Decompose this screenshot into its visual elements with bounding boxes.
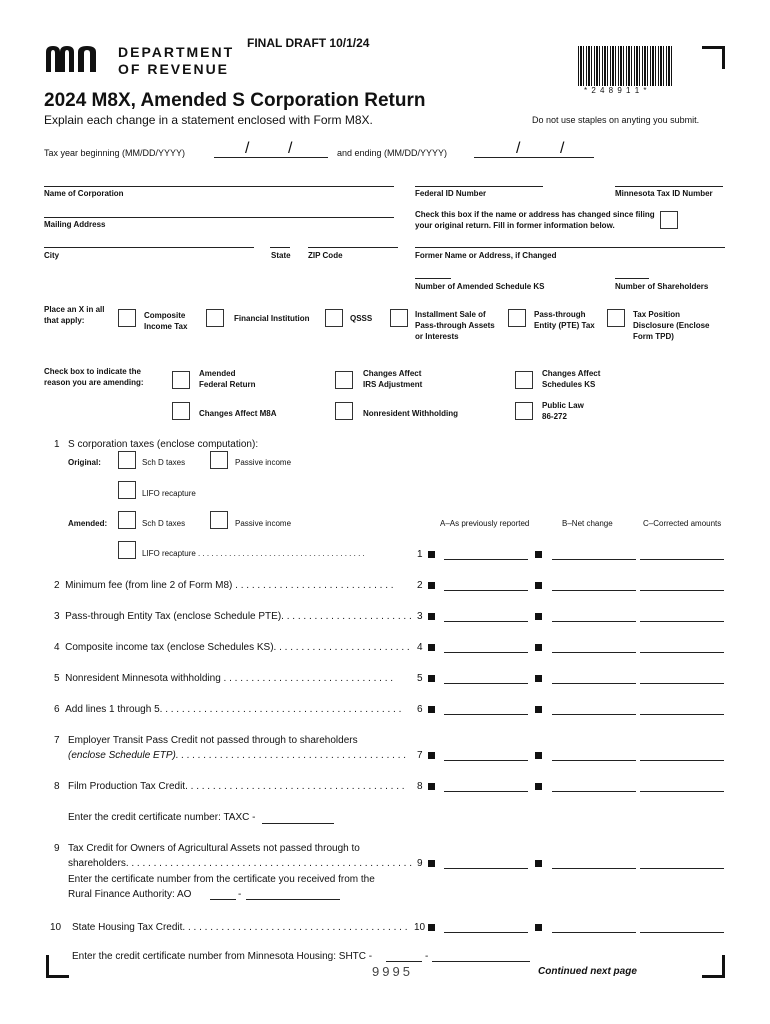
form-code: 9995 (372, 964, 413, 979)
line-6-number: 6 (54, 704, 60, 715)
former-label: Former Name or Address, if Changed (415, 251, 557, 260)
col-b-field[interactable] (552, 932, 636, 933)
pte-checkbox[interactable] (508, 309, 526, 327)
col-b-field[interactable] (552, 559, 636, 560)
col-a-field[interactable] (444, 760, 528, 761)
line-6-row (54, 704, 401, 715)
fein-field[interactable] (415, 186, 543, 187)
schedules-ks-checkbox[interactable] (515, 371, 533, 389)
state-label: State (271, 251, 291, 260)
tax-year-begin-label: Tax year beginning (MM/DD/YYYY) (44, 148, 186, 158)
address-change-checkbox[interactable] (660, 211, 678, 229)
fein-label: Federal ID Number (415, 189, 487, 198)
schedules-ks-label: Changes Affect Schedules KS (542, 369, 601, 389)
marker-square (535, 675, 542, 682)
financial-checkbox[interactable] (206, 309, 224, 327)
line-1-label: S corporation taxes (enclose computation): (68, 439, 259, 450)
line-number-right: 8 (417, 781, 423, 792)
amd-passive-checkbox[interactable] (210, 511, 228, 529)
col-b-field[interactable] (552, 652, 636, 653)
m8a-label: Changes Affect M8A (199, 409, 277, 418)
continued-label: Continued next page (538, 966, 637, 977)
slash-2: / (288, 140, 293, 157)
ao-field-2[interactable] (246, 899, 340, 900)
subtitle: Explain each change in a statement enclosed with Form M8X. (44, 113, 373, 127)
marker-square (428, 706, 435, 713)
marker-square (535, 752, 542, 759)
tax-year-end-field[interactable] (474, 157, 594, 158)
line-number-right: 10 (414, 922, 426, 933)
col-a-field[interactable] (444, 683, 528, 684)
tax-year-begin-field[interactable] (214, 157, 328, 158)
slash-1: / (245, 140, 250, 157)
draft-label: FINAL DRAFT 10/1/24 (247, 36, 370, 50)
line-2-row (54, 580, 394, 591)
orig-schd-label: Sch D taxes (142, 458, 186, 467)
line-number-right: 9 (417, 858, 423, 869)
marker-square (428, 924, 435, 931)
mailing-label: Mailing Address (44, 220, 106, 229)
col-b-field[interactable] (552, 714, 636, 715)
amd-passive-label: Passive income (235, 519, 292, 528)
col-c-field[interactable] (640, 559, 724, 560)
line-8-number: 8 (54, 781, 60, 792)
reason-label: Check box to indicate the reason you are amending: (44, 367, 144, 387)
amd-schd-checkbox[interactable] (118, 511, 136, 529)
orig-schd-checkbox[interactable] (118, 451, 136, 469)
orig-passive-checkbox[interactable] (210, 451, 228, 469)
irs-adjustment-label: Changes Affect IRS Adjustment (363, 369, 423, 389)
orig-passive-label: Passive income (235, 458, 292, 467)
shtc-field-1[interactable] (386, 961, 422, 962)
withholding-checkbox[interactable] (335, 402, 353, 420)
col-c-field[interactable] (640, 791, 724, 792)
col-a-header: A–As previously reported (440, 519, 530, 528)
mailing-field[interactable] (44, 217, 394, 218)
staples-note: Do not use staples on anyting you submit. (532, 115, 700, 125)
col-c-field[interactable] (640, 868, 724, 869)
num-ks-label: Number of Amended Schedule KS (415, 282, 545, 291)
line-number-right: 1 (417, 549, 423, 560)
orig-lifo-label: LIFO recapture (142, 489, 196, 498)
num-ks-field[interactable] (415, 278, 451, 279)
col-b-field[interactable] (552, 791, 636, 792)
city-field[interactable] (44, 247, 254, 248)
line-8-cert-label: Enter the credit certificate number: TAXC - (68, 812, 256, 823)
line-10-number: 10 (50, 922, 62, 933)
original-label: Original: (68, 458, 101, 467)
apply-label: Place an X in all that apply: (44, 305, 105, 325)
mn-logo (44, 44, 114, 76)
marker-square (428, 582, 435, 589)
withholding-label: Nonresident Withholding (363, 409, 459, 418)
line-3-row (54, 611, 412, 622)
amd-schd-label: Sch D taxes (142, 519, 186, 528)
amended-federal-label: Amended Federal Return (199, 369, 256, 389)
line-2-text: Minimum fee (from line 2 of Form M8) . . . . . . . . . . . . . . . . . . . . . . . . . . . . . (65, 580, 394, 591)
orig-lifo-checkbox[interactable] (118, 481, 136, 499)
marker-square (535, 582, 542, 589)
col-c-field[interactable] (640, 760, 724, 761)
col-b-field[interactable] (552, 683, 636, 684)
col-c-field[interactable] (640, 932, 724, 933)
name-field[interactable] (44, 186, 394, 187)
address-change-text: Check this box if the name or address has changed since filing your original return. Fill in former information below. (415, 210, 655, 230)
mn-id-field[interactable] (615, 186, 723, 187)
tpd-checkbox[interactable] (607, 309, 625, 327)
line-4-row (54, 642, 410, 653)
line-5-row (54, 673, 393, 684)
col-b-field[interactable] (552, 868, 636, 869)
line-1-number: 1 (54, 439, 60, 450)
marker-square (428, 675, 435, 682)
installment-checkbox[interactable] (390, 309, 408, 327)
taxc-field[interactable] (262, 823, 334, 824)
page-title: 2024 M8X, Amended S Corporation Return (44, 90, 426, 111)
state-field[interactable] (270, 247, 290, 248)
col-a-field[interactable] (444, 791, 528, 792)
public-law-label: Public Law 86-272 (542, 401, 584, 421)
marker-square (535, 644, 542, 651)
zip-label: ZIP Code (308, 251, 343, 260)
line-3-text: Pass-through Entity Tax (enclose Schedule PTE). . . . . . . . . . . . . . . . . . . . . . . . (65, 611, 412, 622)
col-a-field[interactable] (444, 932, 528, 933)
installment-label: Installment Sale of Pass-through Assets or Interests (415, 310, 495, 341)
mn-id-label: Minnesota Tax ID Number (615, 189, 713, 198)
tpd-label: Tax Position Disclosure (Enclose Form TPD) (633, 310, 710, 341)
line-number-right: 7 (417, 750, 423, 761)
qsss-checkbox[interactable] (325, 309, 343, 327)
line-9-text-d: Rural Finance Authority: AO (68, 889, 192, 900)
ao-field-1[interactable] (210, 899, 236, 900)
col-a-field[interactable] (444, 652, 528, 653)
line-5-number: 5 (54, 673, 60, 684)
line-number-right: 5 (417, 673, 423, 684)
marker-square (428, 644, 435, 651)
line-number-right: 2 (417, 580, 423, 591)
line-7-text-a: Employer Transit Pass Credit not passed through to shareholders (68, 735, 358, 746)
line-8-text: Film Production Tax Credit. . . . . . . . . . . . . . . . . . . . . . . . . . . . . . . . . . . . . . . . (68, 781, 405, 792)
public-law-checkbox[interactable] (515, 402, 533, 420)
marker-square (535, 706, 542, 713)
corner-top-right (702, 46, 725, 69)
pte-label: Pass-through Entity (PTE) Tax (534, 310, 595, 330)
col-a-field[interactable] (444, 868, 528, 869)
line-7-text-b: (enclose Schedule ETP). . . . . . . . . . . . . . . . . . . . . . . . . . . . . . . . . . . . . . . . . . (68, 750, 407, 761)
marker-square (535, 783, 542, 790)
zip-field[interactable] (308, 247, 398, 248)
line-2-number: 2 (54, 580, 60, 591)
marker-square (428, 752, 435, 759)
col-c-header: C–Corrected amounts (643, 519, 722, 528)
amd-lifo-text: LIFO recapture (142, 549, 196, 558)
qsss-label: QSSS (350, 314, 373, 323)
col-b-field[interactable] (552, 590, 636, 591)
line-3-number: 3 (54, 611, 60, 622)
col-c-field[interactable] (640, 683, 724, 684)
col-a-field[interactable] (444, 621, 528, 622)
shtc-field-2[interactable] (432, 961, 530, 962)
line-5-text: Nonresident Minnesota withholding . . . . . . . . . . . . . . . . . . . . . . . . . . . . . . . (65, 673, 394, 684)
col-b-field[interactable] (552, 760, 636, 761)
col-c-field[interactable] (640, 714, 724, 715)
composite-checkbox[interactable] (118, 309, 136, 327)
col-c-field[interactable] (640, 621, 724, 622)
slash-3: / (516, 140, 521, 157)
corner-bottom-left (46, 955, 69, 978)
line-number-right: 4 (417, 642, 423, 653)
composite-label: Composite Income Tax (144, 311, 188, 331)
marker-square (428, 860, 435, 867)
line-10-text: State Housing Tax Credit. . . . . . . . . . . . . . . . . . . . . . . . . . . . . . . . . . . . . . . . . (72, 922, 408, 933)
marker-square (535, 551, 542, 558)
num-shareholders-field[interactable] (615, 278, 649, 279)
line-4-number: 4 (54, 642, 60, 653)
col-b-header: B–Net change (562, 519, 613, 528)
amd-lifo-label: LIFO recapture . . . . . . . . . . . . . . . . . . . . . . . . . . . . . . . . . . . . . . (142, 549, 365, 558)
barcode-number: * 2 4 8 9 1 1 * (584, 86, 648, 95)
line-number-right: 3 (417, 611, 423, 622)
financial-label: Financial Institution (234, 314, 310, 323)
col-a-field[interactable] (444, 590, 528, 591)
marker-square (428, 613, 435, 620)
marker-square (428, 551, 435, 558)
num-shareholders-label: Number of Shareholders (615, 282, 709, 291)
line-9-text-b: shareholders. . . . . . . . . . . . . . . . . . . . . . . . . . . . . . . . . . . . . . . . . . . . . . . . . . . . (68, 858, 412, 869)
col-c-field[interactable] (640, 652, 724, 653)
line-number-right: 6 (417, 704, 423, 715)
marker-square (535, 860, 542, 867)
city-label: City (44, 251, 60, 260)
logo-text-2: OF REVENUE (118, 61, 230, 77)
irs-adjustment-checkbox[interactable] (335, 371, 353, 389)
slash-4: / (560, 140, 565, 157)
amended-federal-checkbox[interactable] (172, 371, 190, 389)
m8a-checkbox[interactable] (172, 402, 190, 420)
col-a-field[interactable] (444, 559, 528, 560)
line-7-number: 7 (54, 735, 60, 746)
line-9-text-c: Enter the certificate number from the certificate you received from the (68, 874, 375, 885)
line-4-text: Composite income tax (enclose Schedules KS). . . . . . . . . . . . . . . . . . . . . . . . . (65, 642, 410, 653)
col-b-field[interactable] (552, 621, 636, 622)
mn-logo-icon (44, 44, 114, 74)
col-a-field[interactable] (444, 714, 528, 715)
tax-year-end-label: and ending (MM/DD/YYYY) (337, 148, 448, 158)
ao-dash: - (238, 889, 242, 900)
logo-text-1: DEPARTMENT (118, 44, 235, 60)
line-9-text-a: Tax Credit for Owners of Agricultural Assets not passed through to (68, 843, 360, 854)
col-c-field[interactable] (640, 590, 724, 591)
line-6-text: Add lines 1 through 5. . . . . . . . . . . . . . . . . . . . . . . . . . . . . . . . . . . . . . . . . . . . (65, 704, 402, 715)
amd-lifo-checkbox[interactable] (118, 541, 136, 559)
line-9-number: 9 (54, 843, 60, 854)
line-10-cert-label: Enter the credit certificate number from Minnesota Housing: SHTC - (72, 951, 373, 962)
name-label: Name of Corporation (44, 189, 124, 198)
amended-label: Amended: (68, 519, 108, 528)
barcode (578, 46, 674, 86)
corner-bottom-right (702, 955, 725, 978)
marker-square (535, 613, 542, 620)
former-field[interactable] (415, 247, 725, 248)
marker-square (428, 783, 435, 790)
marker-square (535, 924, 542, 931)
shtc-dash: - (425, 951, 429, 962)
